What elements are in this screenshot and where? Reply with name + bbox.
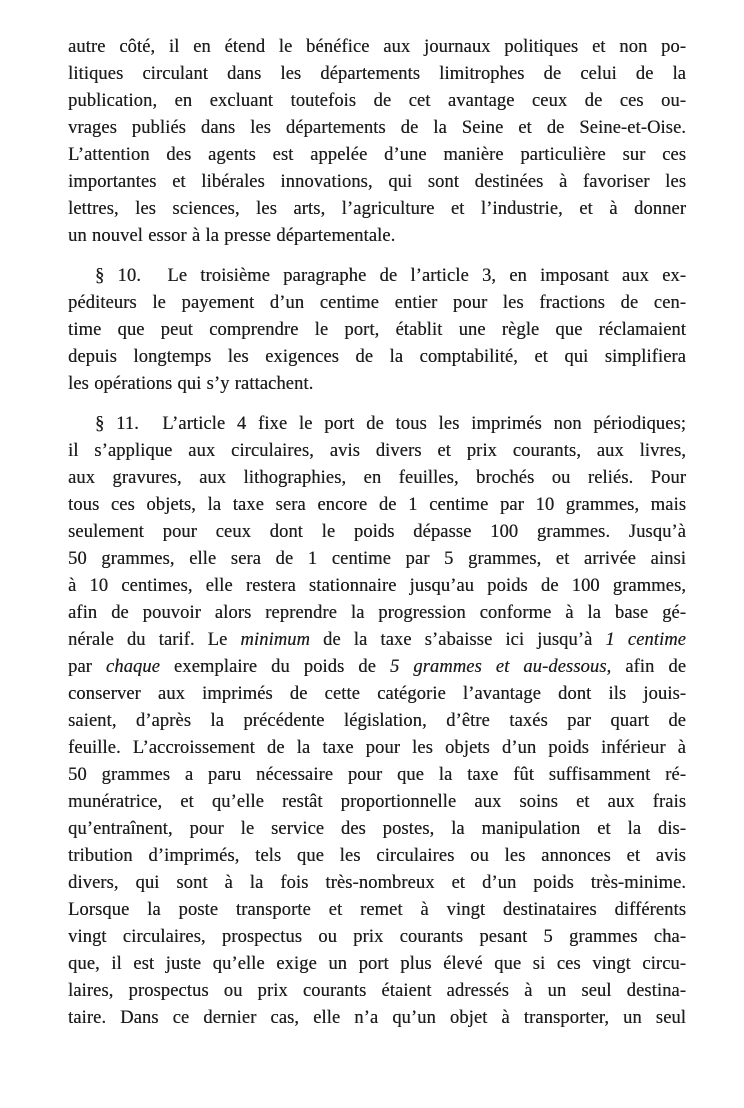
text-segment: afin de pouvoir alors reprendre la progression conforme à la base gé- (68, 603, 686, 623)
paragraph-continuation (68, 34, 686, 250)
text-line (68, 169, 686, 196)
page-text (68, 34, 686, 1032)
text-line (68, 223, 686, 250)
text-line (68, 492, 686, 519)
italic-text-segment: 5 grammes et au-dessous (389, 657, 607, 677)
text-segment: il s’applique aux circulaires, avis divers et prix courants, aux livres, (68, 441, 686, 461)
text-line (68, 789, 686, 816)
text-line (68, 519, 686, 546)
text-segment: time que peut comprendre le port, établit une règle que réclamaient (68, 320, 686, 340)
text-segment: Lorsque la poste transporte et remet à vingt destinataires différents (68, 900, 686, 920)
text-line (68, 115, 686, 142)
text-segment: seulement pour ceux dont le poids dépasse 100 grammes. Jusqu’à (68, 522, 686, 542)
text-line (68, 681, 686, 708)
text-line (68, 546, 686, 573)
text-line (68, 978, 686, 1005)
text-line (68, 897, 686, 924)
text-segment: publication, en excluant toutefois de cet avantage ceux de ces ou- (68, 91, 686, 111)
text-segment: les opérations qui s’y rattachent. (68, 374, 314, 394)
text-segment: vrages publiés dans les départements de la Seine et de Seine-et-Oise. (68, 118, 686, 138)
text-segment: aux gravures, aux lithographies, en feuilles, brochés ou reliés. Pour (68, 468, 686, 488)
text-segment: L’attention des agents est appelée d’une manière particulière sur ces (68, 145, 686, 165)
text-segment: 50 grammes a paru nécessaire pour que la taxe fût suffisamment ré- (68, 765, 686, 785)
text-segment: conserver aux imprimés de cette catégorie l’avantage dont ils jouis- (68, 684, 686, 704)
text-line (68, 924, 686, 951)
text-line (68, 816, 686, 843)
text-line (68, 654, 686, 681)
text-segment: autre côté, il en étend le bénéfice aux journaux politiques et non po- (68, 37, 686, 57)
text-line (68, 344, 686, 371)
text-line (68, 88, 686, 115)
text-segment: un nouvel essor à la presse départementale. (68, 226, 396, 246)
text-line (68, 1005, 686, 1032)
text-segment: § 11. L’article 4 fixe le port de tous les imprimés non périodiques; (95, 414, 686, 434)
text-line (68, 263, 686, 290)
text-segment: tous ces objets, la taxe sera encore de 1 centime par 10 grammes, mais (68, 495, 686, 515)
text-line (68, 951, 686, 978)
text-segment: vingt circulaires, prospectus ou prix courants pesant 5 grammes cha- (68, 927, 686, 947)
text-segment: importantes et libérales innovations, qui sont destinées à favoriser les (68, 172, 686, 192)
text-segment: saient, d’après la précédente législation, d’être taxés par quart de (68, 711, 686, 731)
text-line (68, 627, 686, 654)
text-segment: 50 grammes, elle sera de 1 centime par 5 grammes, et arrivée ainsi (68, 549, 686, 569)
text-line (68, 600, 686, 627)
text-segment: nérale du tarif. Le (68, 630, 241, 650)
text-line (68, 708, 686, 735)
text-segment: à 10 centimes, elle restera stationnaire jusqu’au poids de 100 grammes, (68, 576, 686, 596)
text-line (68, 843, 686, 870)
text-segment: feuille. L’accroissement de la taxe pour les objets d’un poids inférieur à (68, 738, 686, 758)
text-line (68, 573, 686, 600)
text-segment: par (68, 657, 106, 677)
text-segment: tribution d’imprimés, tels que les circulaires ou les annonces et avis (68, 846, 686, 866)
text-segment: que, il est juste qu’elle exige un port plus élevé que si ces vingt circu- (68, 954, 686, 974)
text-segment: qu’entraînent, pour le service des postes, la manipulation et la dis- (68, 819, 686, 839)
text-line (68, 371, 686, 398)
text-line (68, 735, 686, 762)
text-segment: lettres, les sciences, les arts, l’agriculture et l’industrie, et à donner (68, 199, 686, 219)
text-segment: de la taxe s’abaisse ici jusqu’à (309, 630, 606, 650)
text-segment: , afin de (606, 657, 687, 677)
italic-text-segment: minimum (240, 630, 310, 650)
text-segment: litiques circulant dans les départements limitrophes de celui de la (68, 64, 686, 84)
text-segment: § 10. Le troisième paragraphe de l’article 3, en imposant aux ex- (95, 266, 686, 286)
paragraph-section-10 (68, 263, 686, 398)
text-line (68, 870, 686, 897)
text-line (68, 196, 686, 223)
text-segment: divers, qui sont à la fois très-nombreux et d’un poids très-minime. (68, 873, 686, 893)
italic-text-segment: 1 centime (605, 630, 686, 650)
text-segment: exemplaire du poids de (159, 657, 390, 677)
text-line (68, 411, 686, 438)
text-line (68, 465, 686, 492)
text-segment: depuis longtemps les exigences de la comptabilité, et qui simplifiera (68, 347, 686, 367)
paragraph-section-11 (68, 411, 686, 1032)
text-segment: péditeurs le payement d’un centime entier pour les fractions de cen- (68, 293, 686, 313)
text-line (68, 438, 686, 465)
text-line (68, 142, 686, 169)
italic-text-segment: chaque (105, 657, 160, 677)
text-segment: munératrice, et qu’elle restât proportionnelle aux soins et aux frais (68, 792, 686, 812)
text-segment: laires, prospectus ou prix courants étaient adressés à un seul destina- (68, 981, 686, 1001)
text-line (68, 317, 686, 344)
text-line (68, 762, 686, 789)
text-line (68, 34, 686, 61)
text-segment: taire. Dans ce dernier cas, elle n’a qu’un objet à transporter, un seul (68, 1008, 686, 1028)
text-line (68, 290, 686, 317)
text-line (68, 61, 686, 88)
